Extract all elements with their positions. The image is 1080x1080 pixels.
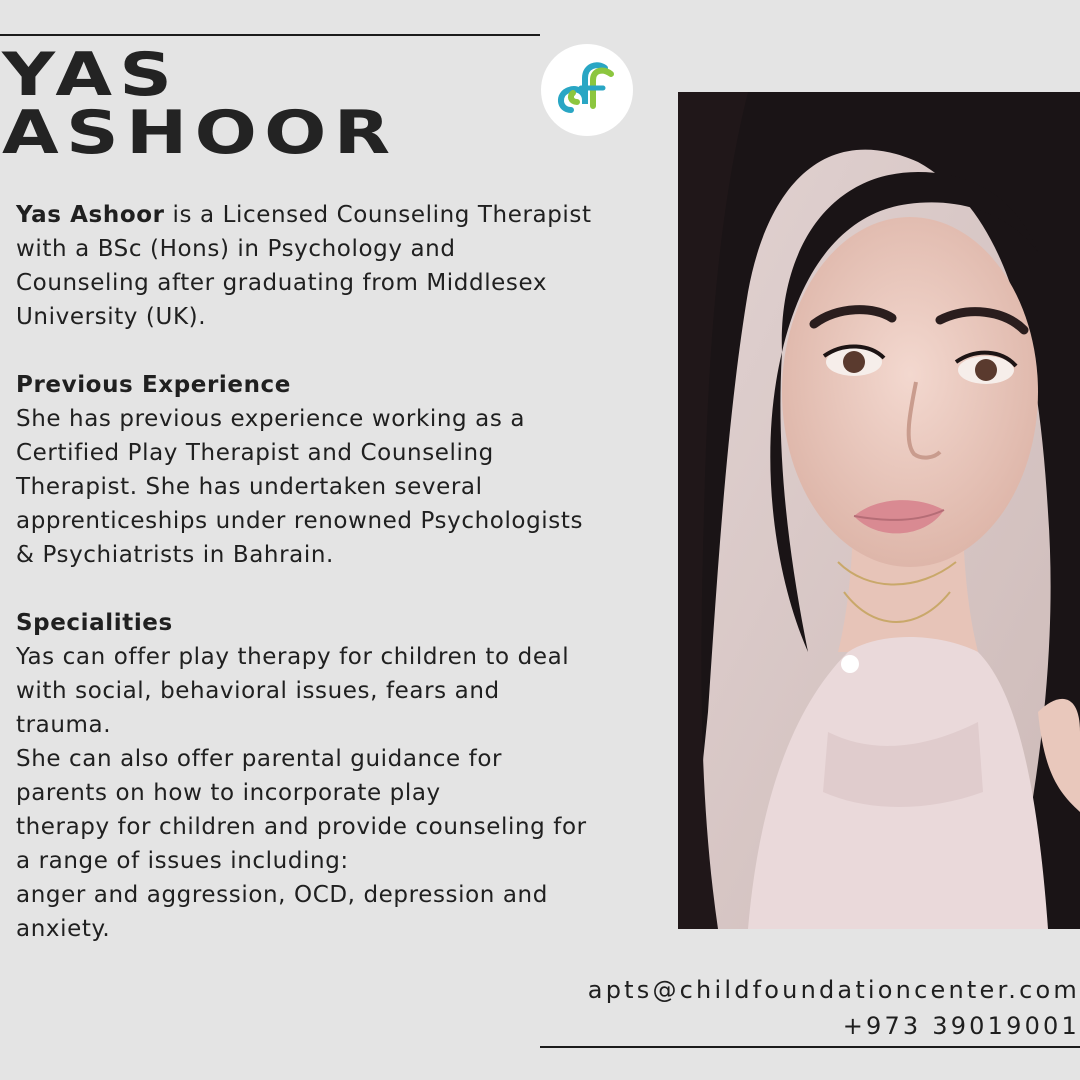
experience-line: She has previous experience working as a (16, 406, 526, 432)
portrait-illustration (678, 92, 1080, 929)
logo-mark (541, 44, 633, 136)
experience-line: Certified Play Therapist and Counseling (16, 440, 494, 466)
contact-block (588, 972, 1080, 1044)
contact-phone[interactable]: +973 39019001 (842, 1012, 1080, 1040)
specialities-heading: Specialities (16, 610, 173, 636)
specialities-line: anger and aggression, OCD, depression and (16, 882, 548, 908)
bottom-divider (540, 1046, 1080, 1048)
intro-line: with a BSc (Hons) in Psychology and (16, 236, 456, 262)
therapist-name (2, 40, 398, 168)
specialities-line: Yas can offer play therapy for children to deal (16, 644, 570, 670)
experience-heading: Previous Experience (16, 372, 291, 398)
experience-line: Therapist. She has undertaken several (16, 474, 483, 500)
intro-line: University (UK). (16, 304, 207, 330)
child-foundation-logo-icon (541, 44, 633, 136)
top-divider (0, 34, 540, 36)
intro-line: Counseling after graduating from Middlesex (16, 270, 548, 296)
experience-line: & Psychiatrists in Bahrain. (16, 542, 334, 568)
specialities-line: therapy for children and provide counseling for (16, 814, 587, 840)
specialities-line: parents on how to incorporate play (16, 780, 441, 806)
portrait-photo (678, 92, 1080, 929)
bio-section (16, 198, 656, 946)
intro-name: Yas Ashoor (16, 202, 165, 228)
specialities-line: She can also offer parental guidance for (16, 746, 503, 772)
specialities-line: trauma. (16, 712, 112, 738)
experience-line: apprenticeships under renowned Psychologists (16, 508, 584, 534)
name-line-last: ASHOOR (2, 98, 398, 168)
contact-email[interactable]: apts@childfoundationcenter.com (587, 976, 1080, 1004)
intro-line (16, 198, 656, 232)
specialities-line: a range of issues including: (16, 848, 349, 874)
specialities-line: with social, behavioral issues, fears and (16, 678, 500, 704)
intro-text: is a Licensed Counseling Therapist (164, 202, 592, 228)
specialities-line: anxiety. (16, 916, 111, 942)
name-line-first: YAS (2, 40, 180, 110)
